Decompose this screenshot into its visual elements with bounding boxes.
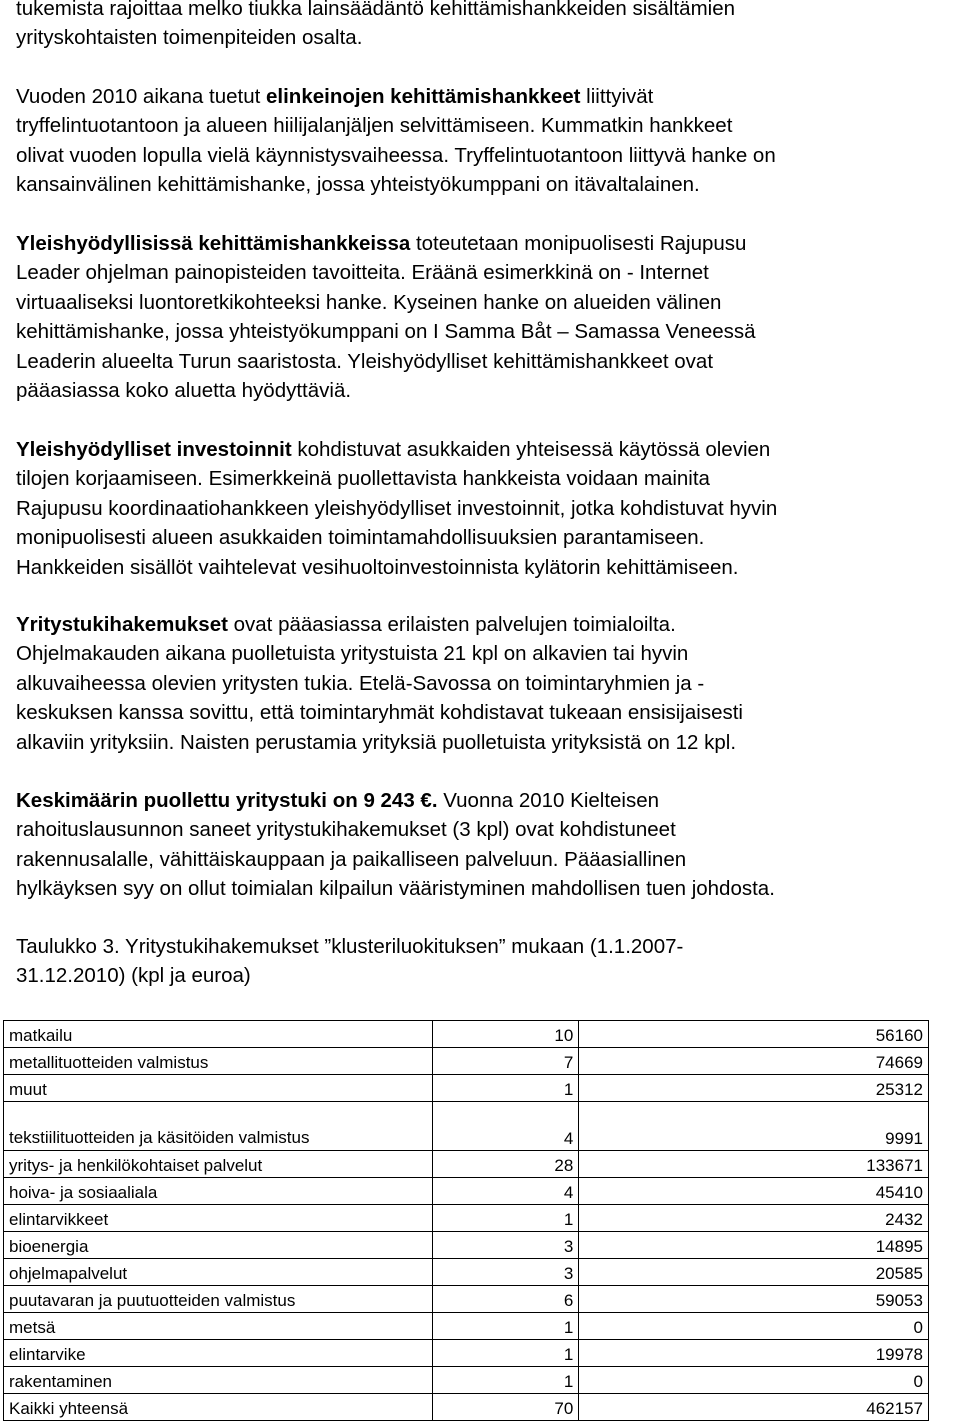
table-row xyxy=(4,1340,929,1367)
row-label: elintarvikkeet xyxy=(4,1205,433,1232)
row-label: metsä xyxy=(4,1313,433,1340)
paragraph xyxy=(16,932,960,991)
text-run: hylkäyksen syy on ollut toimialan kilpailun vääristyminen mahdollisen tuen johdosta. xyxy=(16,877,775,901)
text-run: tukemista rajoittaa melko tiukka lainsäädäntö kehittämishankkeiden sisältämien xyxy=(16,0,736,20)
text-line xyxy=(16,0,960,23)
text-run: Rajupusu koordinaatiohankkeen yleishyödylliset investoinnit, jotka kohdistuvat hyvin xyxy=(16,496,778,520)
text-run: Hankkeiden sisällöt vaihtelevat vesihuoltoinvestoinnista kylätorin kehittämiseen. xyxy=(16,555,739,579)
row-count: 70 xyxy=(432,1394,578,1421)
text-line xyxy=(16,288,960,317)
row-amount: 133671 xyxy=(579,1151,929,1178)
row-count: 1 xyxy=(432,1367,578,1394)
table-row xyxy=(4,1102,929,1151)
text-line xyxy=(16,111,960,140)
text-line xyxy=(16,82,960,111)
row-count: 10 xyxy=(432,1021,578,1048)
text-run: virtuaaliseksi luontoretkikohteeksi hanke. Kyseinen hanke on alueiden välinen xyxy=(16,290,722,314)
text-line xyxy=(16,229,960,258)
support-applications-table xyxy=(3,1020,929,1421)
table-row xyxy=(4,1367,929,1394)
row-label: matkailu xyxy=(4,1021,433,1048)
text-line xyxy=(16,610,960,639)
table-row xyxy=(4,1259,929,1286)
text-line xyxy=(16,347,960,376)
row-label: yritys- ja henkilökohtaiset palvelut xyxy=(4,1151,433,1178)
paragraph xyxy=(16,435,960,582)
text-run: keskuksen kanssa sovittu, että toimintaryhmät kohdistavat tukeaan ensisijaisesti xyxy=(16,701,743,725)
text-run: rahoituslausunnon saneet yritystukihakemukset (3 kpl) ovat kohdistuneet xyxy=(16,818,676,842)
row-label: hoiva- ja sosiaaliala xyxy=(4,1178,433,1205)
text-line xyxy=(16,553,960,582)
text-line xyxy=(16,698,960,727)
text-line xyxy=(16,141,960,170)
table-row xyxy=(4,1232,929,1259)
text-line xyxy=(16,786,960,815)
text-run: kehittämishanke, jossa yhteistyökumppani on I Samma Båt – Samassa Veneessä xyxy=(16,320,756,344)
text-line xyxy=(16,669,960,698)
text-run: Taulukko 3. Yritystukihakemukset ”klusteriluokituksen” mukaan (1.1.2007- xyxy=(16,935,684,958)
row-amount: 0 xyxy=(579,1367,929,1394)
bold-text: elinkeinojen kehittämishankkeet xyxy=(266,85,581,108)
row-amount: 462157 xyxy=(579,1394,929,1421)
text-line xyxy=(16,494,960,523)
row-count: 3 xyxy=(432,1232,578,1259)
bold-text: Yleishyödyllisissä kehittämishankkeissa xyxy=(16,232,411,255)
text-run: ovat pääasiassa erilaisten palvelujen toimialoilta. xyxy=(227,613,676,636)
text-line xyxy=(16,258,960,287)
row-count: 28 xyxy=(432,1151,578,1178)
text-line xyxy=(16,874,960,903)
row-amount: 74669 xyxy=(579,1048,929,1075)
text-line xyxy=(16,961,960,990)
row-amount: 0 xyxy=(579,1313,929,1340)
text-line xyxy=(16,435,960,464)
text-run: olivat vuoden lopulla vielä käynnistysvaiheessa. Tryffelintuotantoon liittyvä hanke on xyxy=(16,143,776,167)
row-count: 1 xyxy=(432,1340,578,1367)
text-run: Leader ohjelman painopisteiden tavoitteita. Eräänä esimerkkinä on - Internet xyxy=(16,261,709,285)
table-row xyxy=(4,1075,929,1102)
text-run: alkuvaiheessa olevien yritysten tukia. Etelä-Savossa on toimintaryhmien ja - xyxy=(16,671,705,695)
bold-text: Yleishyödylliset investoinnit xyxy=(16,438,292,461)
row-label: tekstiilituotteiden ja käsitöiden valmistus xyxy=(4,1102,433,1151)
row-count: 3 xyxy=(432,1259,578,1286)
table-row xyxy=(4,1313,929,1340)
bold-text: Keskimäärin puollettu yritystuki on 9 243 €. xyxy=(16,789,438,812)
text-line xyxy=(16,317,960,346)
paragraph xyxy=(16,786,960,904)
text-run: monipuolisesti alueen asukkaiden toimintamahdollisuuksien parantamiseen. xyxy=(16,526,705,550)
text-line xyxy=(16,23,960,52)
text-line xyxy=(16,728,960,757)
text-run: Vuonna 2010 Kielteisen xyxy=(437,789,660,812)
text-run: tryffelintuotantoon ja alueen hiilijalanjäljen selvittämiseen. Kummatkin hankkeet xyxy=(16,114,733,138)
paragraph xyxy=(16,229,960,405)
paragraph xyxy=(16,82,960,200)
row-amount: 20585 xyxy=(579,1259,929,1286)
table-row xyxy=(4,1048,929,1075)
text-run: toteutetaan monipuolisesti Rajupusu xyxy=(410,232,747,255)
row-amount: 25312 xyxy=(579,1075,929,1102)
paragraph xyxy=(16,610,960,757)
text-line xyxy=(16,170,960,199)
text-run: rakennusalalle, vähittäiskauppaan ja paikalliseen palveluun. Pääasiallinen xyxy=(16,847,687,871)
row-amount: 9991 xyxy=(579,1102,929,1151)
row-count: 6 xyxy=(432,1286,578,1313)
row-amount: 14895 xyxy=(579,1232,929,1259)
text-run: 31.12.2010) (kpl ja euroa) xyxy=(16,964,251,988)
row-count: 1 xyxy=(432,1205,578,1232)
text-run: liittyivät xyxy=(580,85,654,108)
table-row xyxy=(4,1286,929,1313)
row-label: elintarvike xyxy=(4,1340,433,1367)
row-amount: 19978 xyxy=(579,1340,929,1367)
bold-text: Yritystukihakemukset xyxy=(16,613,228,636)
row-amount: 2432 xyxy=(579,1205,929,1232)
paragraph xyxy=(16,0,960,53)
row-amount: 56160 xyxy=(579,1021,929,1048)
text-line xyxy=(16,845,960,874)
row-count: 1 xyxy=(432,1313,578,1340)
row-label: bioenergia xyxy=(4,1232,433,1259)
table-row xyxy=(4,1151,929,1178)
table-row xyxy=(4,1205,929,1232)
text-line xyxy=(16,639,960,668)
table-row xyxy=(4,1021,929,1048)
row-count: 1 xyxy=(432,1075,578,1102)
text-line xyxy=(16,815,960,844)
text-run: Ohjelmakauden aikana puolletuista yritystuista 21 kpl on alkavien tai hyvin xyxy=(16,642,689,666)
row-label: metallituotteiden valmistus xyxy=(4,1048,433,1075)
row-label: ohjelmapalvelut xyxy=(4,1259,433,1286)
text-line xyxy=(16,376,960,405)
table-row xyxy=(4,1178,929,1205)
row-amount: 59053 xyxy=(579,1286,929,1313)
text-run: Leaderin alueelta Turun saaristosta. Yleishyödylliset kehittämishankkeet ovat xyxy=(16,349,714,373)
row-count: 7 xyxy=(432,1048,578,1075)
text-run: yrityskohtaisten toimenpiteiden osalta. xyxy=(16,26,363,50)
text-line xyxy=(16,932,960,961)
row-label: muut xyxy=(4,1075,433,1102)
text-run: pääasiassa koko aluetta hyödyttäviä. xyxy=(16,378,352,402)
row-label: rakentaminen xyxy=(4,1367,433,1394)
text-run: kansainvälinen kehittämishanke, jossa yhteistyökumppani on itävaltalainen. xyxy=(16,173,700,197)
row-count: 4 xyxy=(432,1178,578,1205)
text-line xyxy=(16,523,960,552)
table-row xyxy=(4,1394,929,1421)
text-run: kohdistuvat asukkaiden yhteisessä käytössä olevien xyxy=(291,438,771,461)
row-label: Kaikki yhteensä xyxy=(4,1394,433,1421)
row-amount: 45410 xyxy=(579,1178,929,1205)
row-label: puutavaran ja puutuotteiden valmistus xyxy=(4,1286,433,1313)
text-run: Vuoden 2010 aikana tuetut xyxy=(16,85,267,108)
text-run: tilojen korjaamiseen. Esimerkkeinä puollettavista hankkeista voidaan mainita xyxy=(16,467,710,491)
text-run: alkaviin yrityksiin. Naisten perustamia yrityksiä puolletuista yrityksistä on 12 kpl. xyxy=(16,730,737,754)
text-line xyxy=(16,464,960,493)
row-count: 4 xyxy=(432,1102,578,1151)
